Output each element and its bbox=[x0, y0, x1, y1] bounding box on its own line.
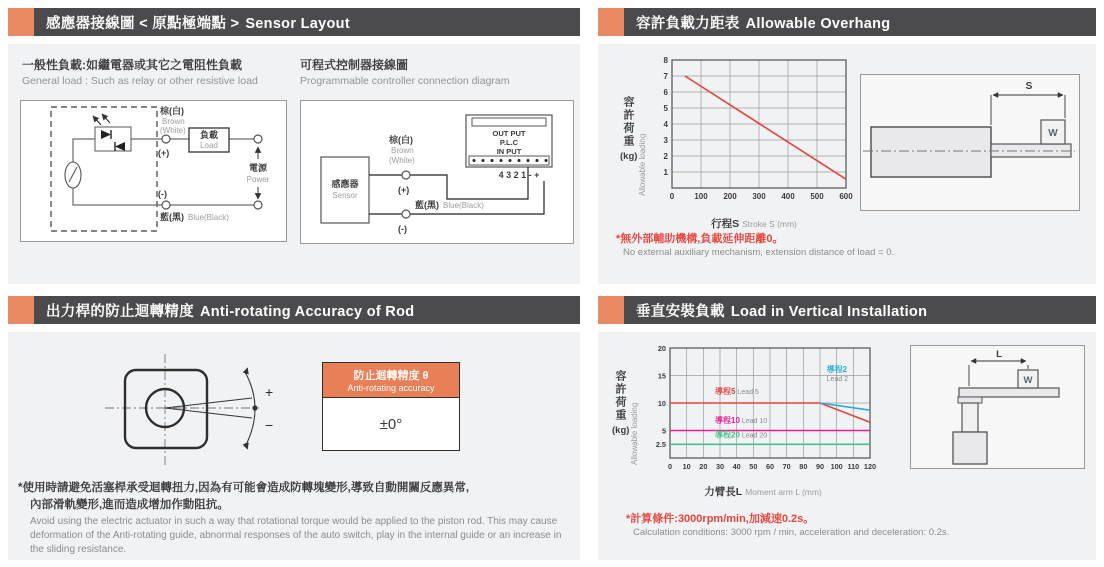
sensor-label-en: Sensor bbox=[332, 191, 358, 200]
section-title-en: Load in Vertical Installation bbox=[730, 303, 928, 320]
plus-label: (+) bbox=[398, 185, 410, 195]
svg-text:500: 500 bbox=[810, 192, 824, 201]
svg-text:導程10 Lead 10: 導程10 Lead 10 bbox=[715, 415, 768, 425]
svg-text:15: 15 bbox=[657, 371, 666, 381]
weight-label: W bbox=[1048, 128, 1058, 139]
minus-sign: − bbox=[265, 417, 274, 433]
arm bbox=[959, 388, 1059, 397]
general-load-title-zh: 一般性負載:如繼電器或其它之電阻性負載 bbox=[22, 58, 242, 72]
svg-text:20: 20 bbox=[699, 462, 708, 471]
y-label-unit: (kg) bbox=[612, 425, 630, 436]
flange bbox=[958, 397, 982, 403]
svg-text:8: 8 bbox=[663, 55, 668, 65]
panel-sensor-layout bbox=[8, 44, 580, 284]
general-load-title bbox=[22, 56, 258, 87]
plc-title bbox=[300, 56, 510, 87]
overhang-note bbox=[616, 230, 894, 258]
vertical-y-axis-label bbox=[612, 370, 639, 465]
plc-terminal-labels: 4 3 2 1 - + bbox=[498, 170, 540, 180]
blue-label-zh: 藍(黑) bbox=[415, 200, 439, 210]
s-dimension-label: S bbox=[1025, 81, 1033, 92]
power-label-zh: 電源 bbox=[248, 163, 268, 173]
overhang-diagram-box bbox=[860, 74, 1080, 211]
orange-accent-block bbox=[8, 296, 34, 324]
plus-label: (+) bbox=[158, 148, 170, 158]
plc-circuit-box bbox=[300, 100, 574, 244]
load-label-zh: 負載 bbox=[199, 130, 219, 140]
section-title bbox=[46, 300, 414, 321]
svg-text:2.5: 2.5 bbox=[655, 440, 666, 450]
svg-text:0: 0 bbox=[667, 462, 673, 471]
blue-label-en: Blue(Black) bbox=[188, 213, 229, 222]
note-zh: *計算條件:3000rpm/min,加減速0.2s。 bbox=[626, 513, 815, 525]
svg-text:10: 10 bbox=[682, 462, 691, 471]
orange-accent-block bbox=[598, 296, 624, 324]
vertical-note bbox=[626, 510, 949, 538]
section-title bbox=[636, 12, 890, 33]
section-title-zh: 出力桿的防止迴轉精度 bbox=[46, 303, 194, 320]
note-en: Avoid using the electric actuator in such a way that rotational torque would be applied to the piston rod. This may cause deformation of the Anti-rotating guide, abnormal responses of the auto switch, play in the internal guide or an increase in the sliding resistance. bbox=[30, 516, 562, 556]
overhang-cylinder-diagram bbox=[861, 75, 1077, 208]
minus-label: (-) bbox=[398, 224, 407, 234]
svg-text:100: 100 bbox=[694, 192, 708, 201]
power-terminal-bottom bbox=[254, 201, 262, 209]
power-terminal-top bbox=[254, 135, 262, 143]
svg-text:導程20 Lead 20: 導程20 Lead 20 bbox=[715, 430, 768, 440]
panel-vertical-load bbox=[598, 332, 1096, 560]
overhang-chart bbox=[654, 54, 854, 214]
l-dimension-label: L bbox=[996, 349, 1002, 360]
note-zh: *無外部輔助機構,負載延伸距離0。 bbox=[616, 233, 784, 245]
svg-text:導程5 Lead 5: 導程5 Lead 5 bbox=[715, 387, 759, 397]
brown-label-zh: 棕(白) bbox=[160, 106, 184, 116]
svg-text:70: 70 bbox=[782, 462, 791, 471]
terminal-minus bbox=[162, 201, 170, 209]
led-component-icon bbox=[95, 127, 131, 151]
sensor-dashed-outline bbox=[51, 107, 157, 231]
general-load-circuit-box bbox=[20, 100, 287, 242]
svg-text:60: 60 bbox=[765, 462, 775, 471]
svg-text:5: 5 bbox=[661, 426, 666, 436]
section-title-en: Allowable Overhang bbox=[745, 15, 891, 32]
overhang-y-axis-label bbox=[620, 96, 647, 196]
led-emission-arrow bbox=[93, 116, 101, 125]
y-label-en: Allowable loading bbox=[638, 133, 648, 196]
section-header-sensor-layout bbox=[8, 8, 580, 36]
anti-rotating-note bbox=[18, 480, 576, 557]
section-title-zh: 感應器接線圖 < 原點極端點 > bbox=[46, 15, 240, 32]
panel-allowable-overhang bbox=[598, 44, 1096, 284]
brown-label-en2: (White) bbox=[160, 126, 186, 135]
sensor-label-zh: 感應器 bbox=[331, 179, 359, 189]
plc-text-plc: P.L.C bbox=[499, 138, 519, 147]
blue-label-zh: 藍(黑) bbox=[160, 212, 184, 222]
led-emission-arrow bbox=[102, 114, 110, 123]
svg-text:90: 90 bbox=[815, 462, 825, 471]
svg-text:3: 3 bbox=[663, 135, 668, 145]
vertical-cylinder-diagram bbox=[911, 346, 1082, 466]
svg-text:120: 120 bbox=[863, 462, 877, 471]
svg-text:10: 10 bbox=[657, 398, 666, 408]
svg-text:4: 4 bbox=[663, 119, 668, 129]
note-en: No external auxiliary mechanism, extension distance of load = 0. bbox=[623, 247, 895, 258]
svg-text:200: 200 bbox=[723, 192, 737, 201]
plc-title-en: Programmable controller connection diagram bbox=[300, 75, 510, 87]
x-label-zh: 行程S bbox=[711, 218, 740, 230]
svg-text:6: 6 bbox=[663, 87, 668, 97]
arc-arrow-top bbox=[246, 368, 248, 374]
note-en: Calculation conditions: 3000 rpm / min, acceleration and deceleration: 0.2s. bbox=[633, 527, 950, 538]
svg-text:1: 1 bbox=[663, 167, 668, 177]
section-header-allowable-overhang bbox=[598, 8, 1096, 36]
svg-text:50: 50 bbox=[749, 462, 758, 471]
svg-text:400: 400 bbox=[781, 192, 795, 201]
svg-text:0: 0 bbox=[669, 192, 675, 201]
plc-circuit-diagram bbox=[301, 101, 571, 241]
cylinder-body bbox=[871, 127, 991, 177]
piston-rod bbox=[991, 144, 1071, 157]
orange-accent-block bbox=[598, 8, 624, 36]
brown-label-en2: (White) bbox=[389, 156, 415, 165]
x-label-en: Stroke S (mm) bbox=[742, 219, 797, 229]
anti-rotating-table-header bbox=[323, 363, 459, 398]
table-header-en: Anti-rotating accuracy bbox=[347, 383, 435, 393]
section-header-vertical-load bbox=[598, 296, 1096, 324]
plc-terminal-dots bbox=[473, 159, 548, 162]
svg-text:5: 5 bbox=[663, 103, 668, 113]
section-title-zh: 容許負載力距表 bbox=[636, 15, 740, 32]
svg-text:80: 80 bbox=[799, 462, 808, 471]
x-label-en: Moment arm L (mm) bbox=[745, 487, 822, 497]
terminal-plus bbox=[402, 171, 410, 179]
y-label-zh: 容許荷重 bbox=[614, 370, 626, 422]
blue-label-en: Blue(Black) bbox=[443, 201, 484, 210]
note-zh-line1: *使用時請避免活塞桿承受迴轉扭力,因為有可能會造成防轉塊變形,導致自動開關反應異常, bbox=[18, 482, 470, 494]
brown-label-en1: Brown bbox=[391, 146, 414, 155]
section-title bbox=[636, 300, 927, 321]
y-label-unit: (kg) bbox=[620, 151, 638, 162]
sensor-box bbox=[321, 157, 369, 223]
note-zh-line2: 內部滑軌變形,進而造成增加作動阻抗。 bbox=[30, 498, 229, 511]
y-label-en: Allowable loading bbox=[630, 402, 640, 465]
svg-text:20: 20 bbox=[657, 343, 666, 353]
panel-anti-rotating bbox=[8, 332, 580, 560]
anti-rotating-table bbox=[322, 362, 460, 451]
plus-sign: + bbox=[265, 384, 274, 400]
svg-text:2: 2 bbox=[663, 151, 668, 161]
svg-text:40: 40 bbox=[732, 462, 741, 471]
orange-accent-block bbox=[8, 8, 34, 36]
plc-text-input: IN PUT bbox=[496, 147, 522, 156]
section-title-en: Anti-rotating Accuracy of Rod bbox=[200, 303, 415, 320]
weight-label: W bbox=[1023, 375, 1033, 386]
power-label-en: Power bbox=[246, 175, 270, 184]
section-header-anti-rotating bbox=[8, 296, 580, 324]
piston-rod bbox=[962, 403, 978, 432]
svg-text:100: 100 bbox=[830, 462, 843, 471]
general-load-circuit-diagram bbox=[21, 101, 284, 239]
svg-text:600: 600 bbox=[839, 192, 853, 201]
minus-label: (-) bbox=[158, 189, 167, 199]
svg-text:300: 300 bbox=[752, 192, 766, 201]
plc-text-output: OUT PUT bbox=[492, 129, 526, 138]
general-load-title-en: General load : Such as relay or other resistive load bbox=[22, 75, 258, 87]
rotation-ray-lower bbox=[165, 408, 252, 418]
vertical-load-chart bbox=[648, 342, 878, 482]
plc-title-zh: 可程式控制器接線圖 bbox=[300, 58, 409, 72]
y-label-zh: 容許荷重 bbox=[622, 96, 634, 148]
svg-text:Lead 2: Lead 2 bbox=[826, 376, 849, 384]
vertical-x-axis-label bbox=[648, 484, 878, 499]
rotation-ray-upper bbox=[165, 398, 252, 408]
section-title bbox=[46, 12, 350, 33]
x-label-zh: 力臂長L bbox=[704, 486, 743, 498]
brown-label-zh: 棕(白) bbox=[389, 135, 413, 145]
terminal-minus bbox=[402, 210, 410, 218]
anti-rotating-value: ±0° bbox=[379, 415, 403, 433]
svg-text:7: 7 bbox=[663, 71, 668, 81]
overhang-x-axis-label bbox=[654, 216, 854, 231]
table-header-zh: 防止迴轉精度 θ bbox=[353, 370, 429, 382]
rod-end-square bbox=[125, 370, 207, 448]
load-label-en: Load bbox=[200, 141, 218, 150]
terminal-plus bbox=[162, 135, 170, 143]
svg-text:30: 30 bbox=[715, 462, 725, 471]
svg-text:110: 110 bbox=[847, 462, 860, 471]
section-title-zh: 垂直安裝負載 bbox=[636, 303, 725, 320]
brown-label-en1: Brown bbox=[162, 117, 185, 126]
cylinder-body bbox=[953, 432, 987, 464]
section-title-en: Sensor Layout bbox=[245, 15, 350, 32]
svg-text:導程2: 導程2 bbox=[826, 365, 848, 375]
anti-rotation-diagram bbox=[103, 350, 303, 475]
vertical-diagram-box bbox=[910, 345, 1085, 469]
